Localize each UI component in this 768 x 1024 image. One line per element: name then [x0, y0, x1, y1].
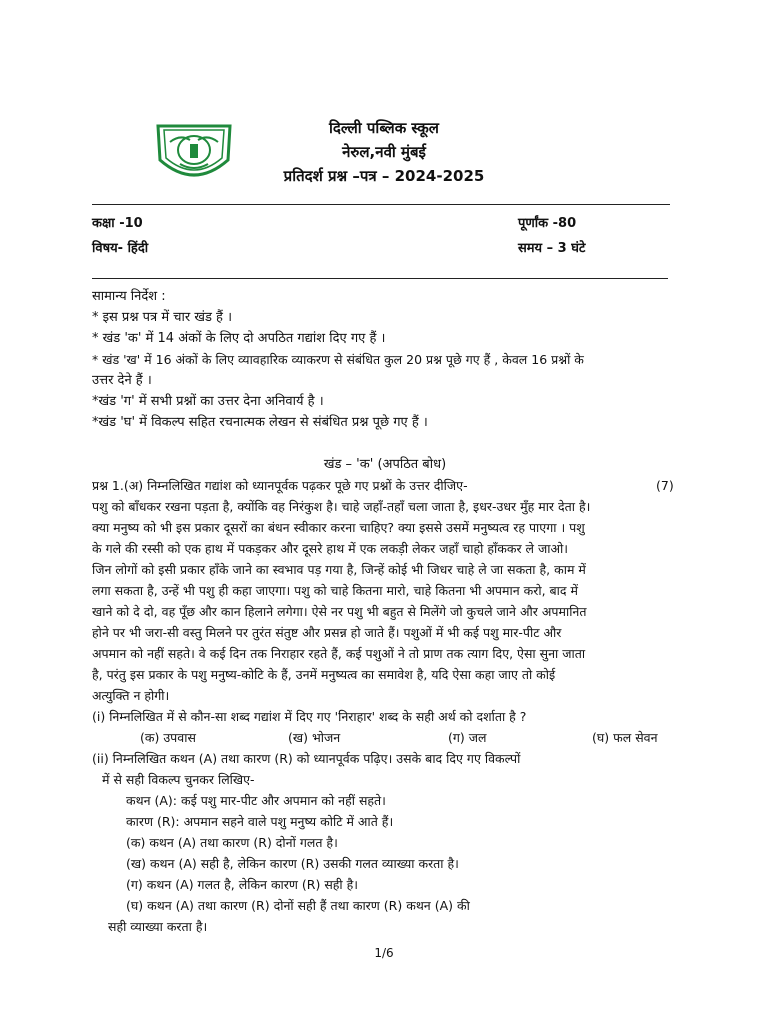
passage-line: पशु को बाँधकर रखना पड़ता है, क्योंकि वह निरंकुश है। चाहे जहाँ-तहाँ चला जाता है, इधर-उधर मुँह मार देता है।: [92, 499, 591, 514]
option-a: (क) उपवास: [140, 730, 196, 745]
passage-line: के गले की रस्सी को एक हाथ में पकड़कर और दूसरे हाथ में एक लकड़ी लेकर जहाँ चाहो हाँककर ले जाओ।: [92, 541, 569, 556]
ar-option-c: (ग) कथन (A) गलत है, लेकिन कारण (R) सही है।: [126, 877, 359, 892]
instruction-line: *खंड 'ग' में सभी प्रश्नों का उत्तर देना अनिवार्य है ।: [92, 394, 324, 409]
question-1-text: प्रश्न 1.(अ) निम्नलिखित गद्यांश को ध्यानपूर्वक पढ़कर पूछे गए प्रश्नों के उत्तर दीजिए-: [92, 478, 468, 493]
option-b: (ख) भोजन: [288, 730, 341, 745]
ar-option-b: (ख) कथन (A) सही है, लेकिन कारण (R) उसकी गलत व्याख्या करता है।: [126, 856, 459, 871]
divider: [92, 204, 670, 205]
divider: [92, 278, 668, 279]
passage-line: होने पर भी जरा-सी वस्तु मिलने पर तुरंत संतुष्ट और प्रसन्न हो जाते हैं। पशुओं में भी कई पशु मार-पीट और: [92, 625, 562, 640]
section-title: खंड – 'क' (अपठित बोध): [323, 457, 447, 472]
passage-line: जिन लोगों को इसी प्रकार हाँके जाने का स्वभाव पड़ गया है, जिन्हें कोई भी जिधर चाहे ले जा सकता है, काम में: [92, 562, 586, 577]
passage-block: [92, 475, 678, 937]
subject-label: विषय- हिंदी: [92, 241, 149, 256]
instructions-title: सामान्य निर्देश :: [92, 289, 166, 304]
school-location: नेरुल,नवी मुंबई: [342, 143, 426, 161]
reason: कारण (R): अपमान सहने वाले पशु मनुष्य कोटि में आते हैं।: [126, 814, 394, 829]
ar-option-a: (क) कथन (A) तथा कारण (R) दोनों गलत है।: [126, 835, 338, 850]
passage-line: अत्युक्ति न होगी।: [92, 688, 170, 703]
instruction-line: * इस प्रश्न पत्र में चार खंड हैं ।: [92, 310, 233, 325]
passage-line: क्या मनुष्य को भी इस प्रकार दूसरों का बंधन स्वीकार करना चाहिए? क्या इससे उसमें मनुष्यत्व रह पाएगा । पशु: [92, 520, 585, 535]
question-ii-cont: में से सही विकल्प चुनकर लिखिए-: [102, 772, 255, 787]
class-label: कक्षा -10: [92, 216, 143, 231]
max-marks: पूर्णांक -80: [518, 216, 577, 231]
time-label: समय – 3 घंटे: [518, 241, 586, 256]
instructions: [92, 286, 678, 433]
instruction-line: * खंड 'ख' में 16 अंकों के लिए व्यावहारिक व्याकरण से संबंधित कुल 20 प्रश्न पूछे गए हैं , केवल 16 प्रश्नों के: [92, 352, 584, 367]
paper-title: प्रतिदर्श प्रश्न –पत्र – 2024-2025: [283, 167, 485, 185]
passage-line: खाने को दे दो, वह पूँछ और कान हिलाने लगेगा। ऐसे नर पशु भी बहुत से मिलेंगे जो कुचले जाने और अपमानित: [92, 604, 587, 619]
page-number: 1/6: [374, 946, 394, 960]
passage-line: है, परंतु इस प्रकार के पशु मनुष्य-कोटि के हैं, उनमें मनुष्यत्व का समावेश है, यदि ऐसा कहा जाए तो कोई: [92, 667, 556, 682]
instruction-line: * खंड 'क' में 14 अंकों के लिए दो अपठित गद्यांश दिए गए हैं ।: [92, 331, 386, 346]
instruction-line: *खंड 'घ' में विकल्प सहित रचनात्मक लेखन से संबंधित प्रश्न पूछे गए हैं ।: [92, 415, 428, 430]
question-1-marks: (7): [656, 478, 674, 493]
ar-option-d-cont: सही व्याख्या करता है।: [108, 919, 208, 934]
passage-line: अपमान को नहीं सहते। वे कई दिन तक निराहार रहते हैं, कई पशुओं ने तो प्राण तक त्याग दिए, ऐसा सुना जाता: [92, 646, 586, 661]
question-ii: (ii) निम्नलिखित कथन (A) तथा कारण (R) को ध्यानपूर्वक पढ़िए। उसके बाद दिए गए विकल्पों: [92, 751, 521, 766]
passage-line: लगा सकता है, उन्हें भी पशु ही कहा जाएगा। पशु को चाहे कितना मारो, चाहे कितना भी अपमान करो, बाद में: [92, 583, 578, 598]
option-c: (ग) जल: [448, 730, 487, 745]
option-d: (घ) फल सेवन: [592, 730, 658, 745]
ar-option-d: (घ) कथन (A) तथा कारण (R) दोनों सही हैं तथा कारण (R) कथन (A) की: [126, 898, 470, 913]
instruction-line: उत्तर देने हैं ।: [92, 373, 152, 388]
assertion: कथन (A): कई पशु मार-पीट और अपमान को नहीं सहते।: [126, 793, 386, 808]
school-name: दिल्ली पब्लिक स्कूल: [329, 119, 439, 137]
question-i: (i) निम्नलिखित में से कौन-सा शब्द गद्यांश में दिए गए 'निराहार' शब्द के सही अर्थ को दर्शाता है ?: [92, 709, 527, 724]
